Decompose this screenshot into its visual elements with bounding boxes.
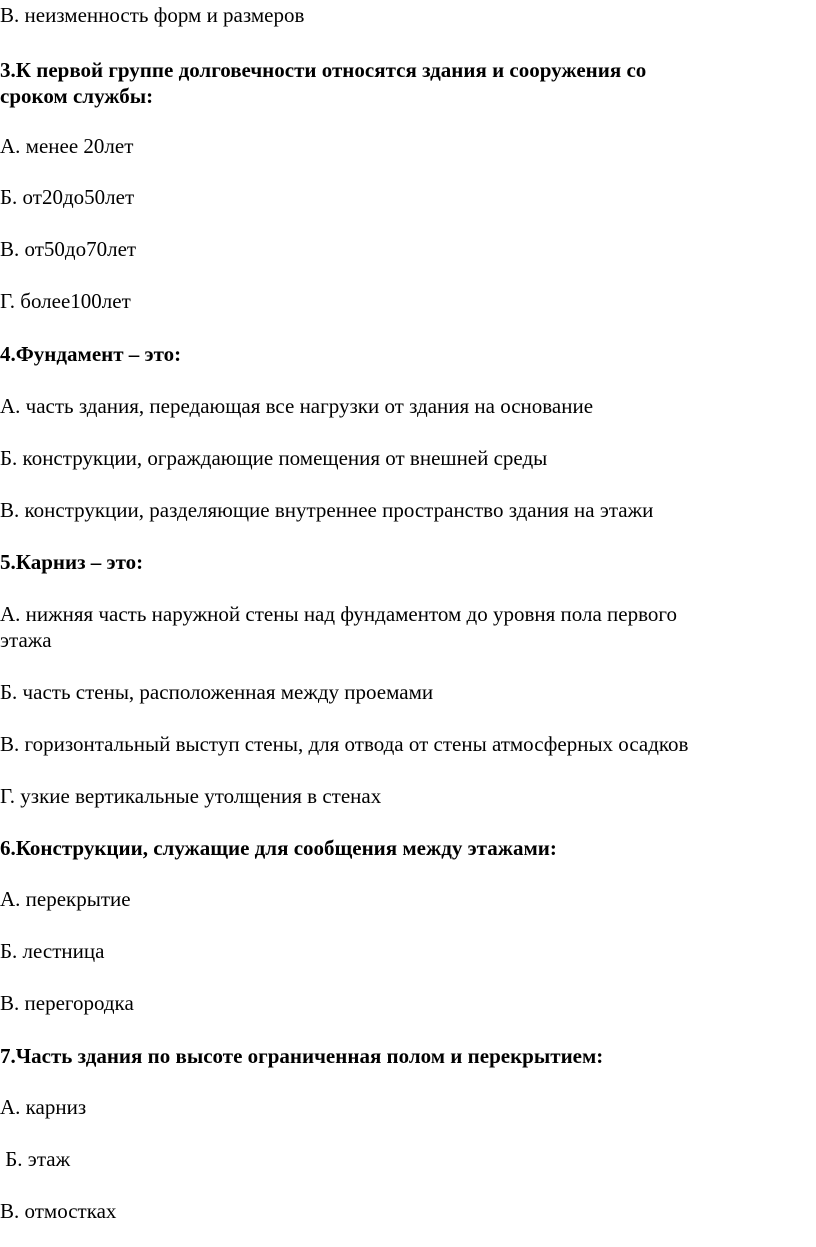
answer-option: А. карниз xyxy=(0,1095,87,1119)
answer-option: Б. конструкции, ограждающие помещения от внешней среды xyxy=(0,446,548,470)
question-text: 3.К первой группе долговечности относятся здания и сооружения со xyxy=(0,58,647,82)
answer-option: Б. этаж xyxy=(0,1147,71,1171)
answer-option: Б. лестница xyxy=(0,939,105,963)
answer-option: В. перегородка xyxy=(0,991,134,1015)
answer-option: А. перекрытие xyxy=(0,887,131,911)
answer-option: В. горизонтальный выступ стены, для отвода от стены атмосферных осадков xyxy=(0,732,689,756)
answer-option: В. от50до70лет xyxy=(0,237,137,261)
answer-option: В. отмостках xyxy=(0,1199,117,1223)
answer-option: В. конструкции, разделяющие внутреннее пространство здания на этажи xyxy=(0,498,654,522)
answer-option: А. нижняя часть наружной стены над фундаментом до уровня пола первого xyxy=(0,602,677,626)
answer-option: Б. от20до50лет xyxy=(0,185,135,209)
question-text: 4.Фундамент – это: xyxy=(0,342,182,366)
answer-option-continued: этажа xyxy=(0,628,52,652)
question-text: 5.Карниз – это: xyxy=(0,550,144,574)
answer-option: Г. более100лет xyxy=(0,289,131,313)
answer-option: Г. узкие вертикальные утолщения в стенах xyxy=(0,784,382,808)
question-text: 6.Конструкции, служащие для сообщения между этажами: xyxy=(0,836,557,860)
answer-option: А. часть здания, передающая все нагрузки от здания на основание xyxy=(0,394,594,418)
question-text: 7.Часть здания по высоте ограниченная полом и перекрытием: xyxy=(0,1044,604,1068)
question-text-continued: сроком службы: xyxy=(0,84,154,108)
answer-option: А. менее 20лет xyxy=(0,134,134,158)
answer-option: В. неизменность форм и размеров xyxy=(0,3,305,27)
answer-option: Б. часть стены, расположенная между проемами xyxy=(0,680,434,704)
